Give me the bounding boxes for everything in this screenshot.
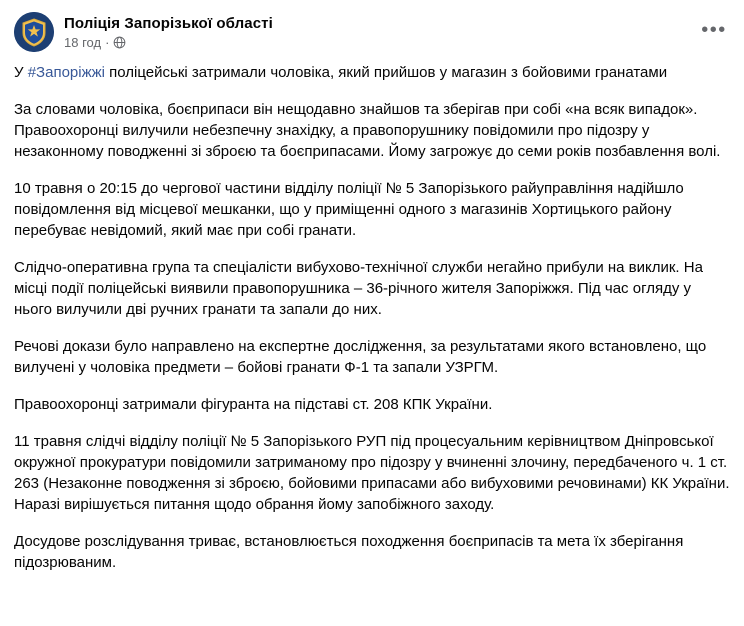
post-paragraph-2: За словами чоловіка, боєприпаси він нещодавно знайшов та зберігав при собі «на всяк випадок». Правоохоронці вилучили небезпечну знахідку, а правопорушнику повідомили про підозру у незаконному поводженні зі зброєю та боєприпасами. Йому загрожує до семи років позбавлення волі. <box>14 101 721 160</box>
post-paragraph-5: Речові докази було направлено на експертне дослідження, за результатами якого встановлено, що вилучені у чоловіка предмети – бойові гранати Ф-1 та запали УЗРГМ. <box>14 338 707 376</box>
post-header <box>14 12 730 52</box>
post-meta <box>64 35 273 51</box>
post-timestamp[interactable]: 18 год <box>64 34 102 50</box>
post-options-button[interactable]: ••• <box>701 19 727 41</box>
police-shield-emblem-icon <box>14 12 54 52</box>
page-name[interactable]: Поліція Запорізької області <box>64 14 273 32</box>
post-paragraph-lead <box>14 62 730 83</box>
post-paragraph-3: 10 травня о 20:15 до чергової частини відділу поліції № 5 Запорізького райуправління надійшло повідомлення від місцевої мешканки, що у приміщенні одного з магазинів Хортицького району перебуває невідомий, який має при собі гранати. <box>14 180 684 239</box>
post-paragraph-8: Досудове розслідування триває, встановлюється походження боєприпасів та мета їх зберігання підозрюваним. <box>14 533 684 571</box>
meta-separator: · <box>105 34 110 50</box>
post-paragraph-6: Правоохоронці затримали фігуранта на підставі ст. 208 КПК України. <box>14 396 493 413</box>
hashtag-link[interactable]: #Запоріжжі <box>27 64 105 81</box>
globe-icon[interactable] <box>113 36 126 49</box>
post-paragraph-7: 11 травня слідчі відділу поліції № 5 Запорізького РУП під процесуальним керівництвом Дніпровської окружної прокуратури повідомили затриманому про підозру у вчиненні злочину, передбаченого ч. 1 ст. 263 (Незаконне поводження зі зброєю, бойовими припасами або вибуховими речовинами) КК України. Наразі вирішується питання щодо обрання йому запобіжного заходу. <box>14 433 730 513</box>
lead-text-after-hashtag: поліцейські затримали чоловіка, який прийшов у магазин з бойовими гранатами <box>105 64 668 81</box>
post-paragraph-4: Слідчо-оперативна група та спеціалісти вибухово-технічної служби негайно прибули на виклик. На місці події поліцейські виявили правопорушника – 36-річного жителя Запоріжжя. Під час огляду у нього вилучили дві ручних гранати та запали до них. <box>14 259 703 318</box>
post-header-text <box>64 12 273 52</box>
post-body <box>14 62 730 577</box>
avatar[interactable] <box>14 12 54 52</box>
lead-text-before-hashtag: У <box>14 64 28 81</box>
